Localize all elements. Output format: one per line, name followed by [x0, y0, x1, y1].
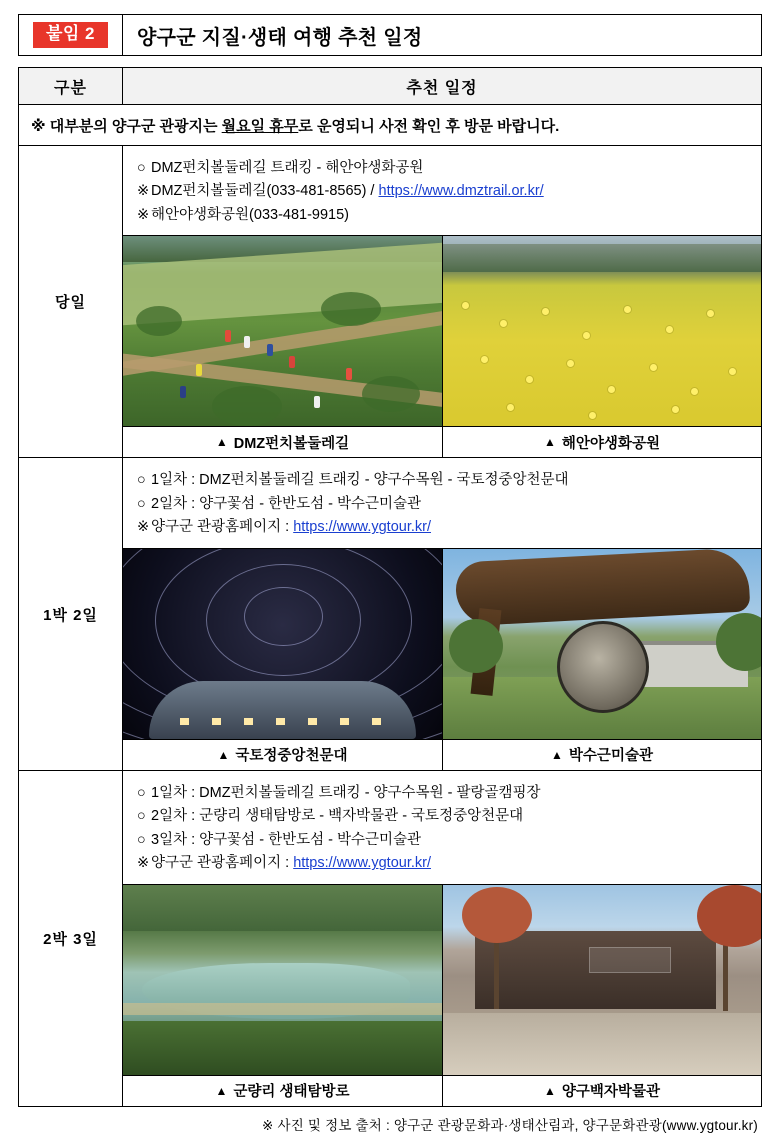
source-note: ※ 사진 및 정보 출처 : 양구군 관광문화과·생태산림과, 양구문화관광(www.ygtour.kr): [262, 1117, 758, 1133]
photo-yanggu-porcelain-museum: [443, 885, 761, 1075]
column-header-category: 구분: [19, 68, 123, 105]
photo-gunryangri-eco-trail: [123, 885, 442, 1075]
bullet-circle-icon: ○: [137, 784, 146, 801]
photo-cell: [442, 236, 761, 457]
photo-grid: [123, 548, 761, 770]
list-item: [137, 157, 761, 180]
list-item: [137, 829, 761, 852]
triangle-icon: ▲: [215, 435, 228, 450]
document-header: [18, 14, 762, 56]
photo-park-sookeun-museum: [443, 549, 761, 739]
photo-caption: [123, 426, 442, 457]
caption-text: 박수근미술관: [568, 748, 653, 765]
line-text: 3일차 : 양구꽃섬 - 한반도섬 - 박수근미술관: [151, 831, 422, 848]
triangle-icon: ▲: [215, 1083, 228, 1098]
line-text: DMZ펀치볼둘레길 트래킹 - 해안야생화공원: [151, 160, 424, 176]
row-content-two-nights: [123, 770, 762, 1106]
itinerary-lines: [123, 458, 761, 547]
notice-after: 로 운영되니 사전 확인 후 방문 바랍니다.: [298, 117, 560, 135]
line-text: 1일차 : DMZ펀치볼둘레길 트래킹 - 양구수목원 - 국토정중앙천문대: [151, 472, 569, 489]
triangle-icon: ▲: [544, 435, 556, 450]
caption-text: 국토정중앙천문대: [235, 748, 348, 765]
reference-mark-icon: ※: [137, 206, 150, 223]
photo-caption: [443, 1075, 761, 1106]
photo-central-observatory: [123, 549, 442, 739]
notice-mark: ※: [31, 117, 46, 135]
photo-haean-wildflower-park: [443, 236, 761, 426]
notice-underline: 월요일 휴무: [221, 117, 299, 135]
itinerary-lines: [123, 771, 761, 884]
bullet-circle-icon: ○: [137, 160, 146, 176]
row-label-one-night: 1박 2일: [19, 458, 123, 770]
list-item: [137, 782, 761, 805]
caption-text: DMZ펀치볼둘레길: [233, 435, 350, 452]
table-row: [19, 770, 762, 1106]
photo-caption: [443, 426, 761, 457]
triangle-icon: ▲: [551, 747, 563, 762]
row-label-two-nights: 2박 3일: [19, 770, 123, 1106]
link-ygtour[interactable]: https://www.ygtour.kr/: [293, 855, 431, 872]
table-header-row: [19, 68, 762, 105]
list-item: [137, 180, 761, 203]
caption-text: 양구백자박물관: [561, 1084, 660, 1101]
photo-cell: [123, 236, 442, 457]
line-text: DMZ펀치볼둘레길(033-481-8565) /: [151, 183, 379, 200]
photo-cell: [123, 885, 442, 1106]
photo-cell: [442, 885, 761, 1106]
photo-grid: [123, 884, 761, 1106]
line-text: 2일차 : 양구꽃섬 - 한반도섬 - 박수근미술관: [151, 495, 422, 512]
caption-text: 해안야생화공원: [561, 435, 660, 452]
bullet-circle-icon: ○: [137, 495, 146, 512]
photo-dmz-punchbowl-trail: [123, 236, 442, 426]
photo-caption: [443, 739, 761, 770]
photo-grid: [123, 235, 761, 457]
itinerary-table: [18, 67, 762, 1107]
reference-mark-icon: ※: [137, 183, 150, 200]
photo-caption: [123, 1075, 442, 1106]
list-item: [137, 516, 761, 539]
line-text: 해안야생화공원(033-481-9915): [151, 206, 350, 223]
list-item: [137, 469, 761, 492]
photo-caption: [123, 739, 442, 770]
list-item: [137, 805, 761, 828]
line-text: 양구군 관광홈페이지 :: [151, 519, 294, 536]
list-item: [137, 204, 761, 227]
bullet-circle-icon: ○: [137, 472, 146, 489]
caption-text: 군량리 생태탐방로: [233, 1084, 350, 1101]
row-content-day-trip: [123, 146, 762, 458]
reference-mark-icon: ※: [137, 519, 150, 536]
page-title: 양구군 지질·생태 여행 추천 일정: [137, 26, 423, 49]
photo-cell: [123, 549, 442, 770]
row-content-one-night: [123, 458, 762, 770]
reference-mark-icon: ※: [137, 855, 150, 872]
notice-text: [19, 105, 762, 146]
list-item: [137, 852, 761, 875]
line-text: 2일차 : 군량리 생태탐방로 - 백자박물관 - 국토정중앙천문대: [151, 808, 524, 825]
row-label-day-trip: 당일: [19, 146, 123, 458]
notice-before: 대부분의 양구군 관광지는: [45, 117, 222, 135]
link-dmztrail[interactable]: https://www.dmztrail.or.kr/: [378, 183, 544, 200]
list-item: [137, 493, 761, 516]
photo-cell: [442, 549, 761, 770]
itinerary-lines: [123, 146, 761, 235]
line-text: 양구군 관광홈페이지 :: [151, 855, 294, 872]
table-row: [19, 146, 762, 458]
triangle-icon: ▲: [217, 747, 230, 762]
notice-row: [19, 105, 762, 146]
attachment-badge: 붙임 2: [33, 22, 108, 48]
bullet-circle-icon: ○: [137, 831, 146, 848]
line-text: 1일차 : DMZ펀치볼둘레길 트래킹 - 양구수목원 - 팔랑골캠핑장: [151, 784, 541, 801]
bullet-circle-icon: ○: [137, 808, 146, 825]
table-row: [19, 458, 762, 770]
triangle-icon: ▲: [544, 1083, 556, 1098]
link-ygtour[interactable]: https://www.ygtour.kr/: [293, 519, 431, 536]
column-header-itinerary: 추천 일정: [123, 68, 762, 105]
attachment-badge-cell: [19, 15, 123, 55]
